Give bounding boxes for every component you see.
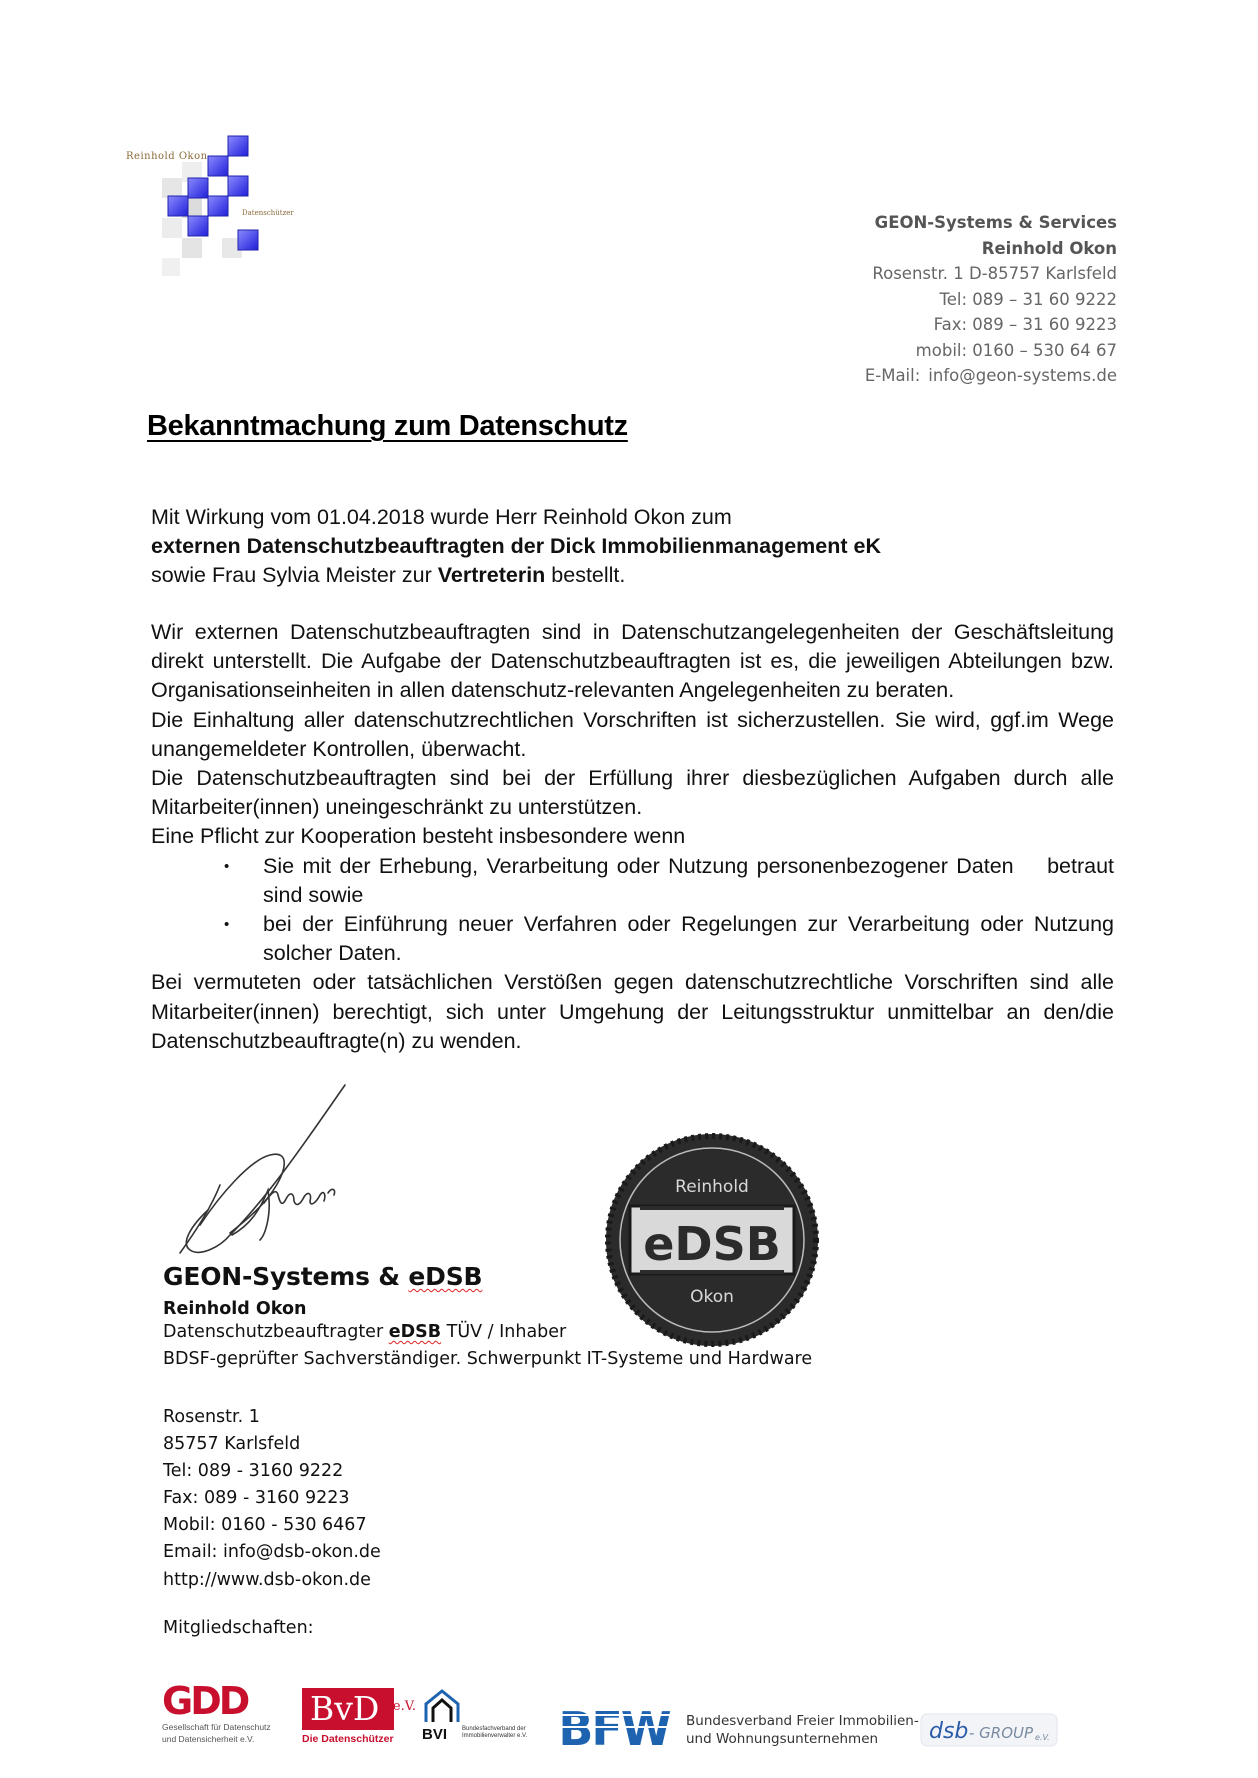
body-paragraph-5: Bei vermuteten oder tatsächlichen Verstößen gegen datenschutzrechtliche Vorschriften sind alle Mitarbeiter(innen) berechtigt, sich unter Umgehung der Leitungsstruktur unmittelbar an den/die Datenschutzbeauftragte(n) zu wenden. — [151, 970, 1114, 1053]
logo-text-name: Reinhold Okon — [126, 151, 208, 162]
bvi-logo — [422, 1688, 542, 1743]
intro-line-3-bold: Vertreterin — [437, 563, 546, 587]
seal-text-bottom: Okon — [690, 1287, 734, 1307]
logo-text-datenschuetzer: Datenschützer — [242, 209, 294, 217]
intro-line-3-post: bestellt. — [545, 563, 626, 587]
bvd-ev: e.V. — [392, 1699, 416, 1714]
contact-email-row — [865, 363, 1117, 389]
sign-role-pre: Datenschutzbeauftragter — [163, 1322, 389, 1342]
bfw-text-line-2: und Wohnungsunternehmen — [686, 1731, 879, 1747]
signature-block — [163, 1262, 812, 1373]
intro-line-2-bold: externen Datenschutzbeauftragten der Dick Immobilienmanagement eK — [151, 534, 881, 558]
cooperation-list — [151, 852, 1120, 969]
memberships-label: Mitgliedschaften: — [163, 1618, 314, 1638]
body-paragraph-1: Wir externen Datenschutzbeauftragten sind in Datenschutzangelegenheiten der Geschäftsleitung direkt unterstellt. Die Aufgabe der Datenschutzbeauftragten ist es, die jeweiligen Abteilungen bzw. Organisationseinheiten in allen datenschutz-relevanten Angelegenheiten zu beraten. — [151, 620, 1114, 703]
sign-expert: BDSF-geprüfter Sachverständiger. Schwerpunkt IT-Systeme und Hardware — [163, 1349, 813, 1369]
seal-text-top: Reinhold — [675, 1177, 749, 1197]
contact-email-label: E-Mail: — [864, 366, 921, 385]
sign-role-edsb: eDSB — [388, 1322, 442, 1342]
seal-text-center: eDSB — [643, 1217, 781, 1271]
body-paragraph-4: Eine Pflicht zur Kooperation besteht insbesondere wenn — [151, 824, 686, 849]
sign-role-post: TÜV / Inhaber — [441, 1322, 567, 1342]
list-item: • Sie mit der Erhebung, Verarbeitung oder Nutzung personenbezogener Daten betraut sind sowie — [151, 852, 1114, 910]
body-paragraph-2: Die Einhaltung aller datenschutzrechtlichen Vorschriften ist sicherzustellen. Sie wird, ggf.im Wege unangemeldeter Kontrollen, überwacht. — [151, 707, 1114, 761]
address-city: 85757 Karlsfeld — [163, 1434, 301, 1455]
bfw-text-line-1: Bundesverband Freier Immobilien- — [686, 1713, 919, 1729]
sign-company — [163, 1262, 812, 1291]
bvi-sub: Bundesfachverband der Immobilienverwalter e.V. — [462, 1726, 528, 1739]
intro-line-3-pre: sowie Frau Sylvia Meister zur — [151, 563, 438, 587]
body-paragraph-3: Die Datenschutzbeauftragten sind bei der Erfüllung ihrer diesbezüglichen Aufgaben durch alle Mitarbeiter(innen) uneingeschränkt zu unterstützen. — [151, 766, 1114, 820]
contact-tel: Tel: 089 – 31 60 9222 — [939, 289, 1117, 309]
address-fax: Fax: 089 - 3160 9223 — [163, 1488, 350, 1509]
contact-fax: Fax: 089 – 31 60 9223 — [933, 315, 1117, 334]
bvi-mark: BVI — [422, 1726, 448, 1743]
bfw-logo — [548, 1705, 680, 1749]
intro-paragraph — [151, 503, 1121, 590]
address-website[interactable]: http://www.dsb-okon.de — [163, 1569, 371, 1590]
gdd-sub-1: Gesellschaft für Datenschutz — [162, 1722, 271, 1732]
gdd-mark: GDD — [162, 1679, 248, 1723]
list-item: • bei der Einführung neuer Verfahren oder Regelungen zur Verarbeitung oder Nutzung solcher Daten. — [151, 910, 1114, 968]
dsb-group: - GROUP — [969, 1724, 1034, 1742]
handwritten-signature — [160, 1075, 380, 1265]
sign-name: Reinhold Okon — [163, 1299, 307, 1319]
dsb-group-logo — [919, 1712, 1059, 1748]
bvd-logo — [302, 1688, 416, 1745]
bvd-sub: Die Datenschützer — [302, 1733, 394, 1745]
body-text — [151, 618, 1120, 1056]
contact-address: Rosenstr. 1 D-85757 Karlsfeld — [872, 264, 1117, 283]
gdd-sub-2: und Datensicherheit e.V. — [162, 1734, 255, 1744]
sign-role — [163, 1319, 812, 1346]
address-block — [163, 1404, 381, 1594]
bvd-mark-box — [302, 1688, 416, 1730]
contact-company: GEON-Systems & Services — [874, 213, 1117, 232]
gdd-logo — [162, 1679, 272, 1744]
company-logo — [120, 130, 320, 280]
contact-email[interactable]: info@geon-systems.de — [928, 366, 1117, 385]
contact-mobile: mobil: 0160 – 530 64 67 — [915, 340, 1117, 360]
dsb-mark: dsb — [929, 1719, 969, 1744]
bfw-mark: BFW — [558, 1705, 670, 1749]
address-tel: Tel: 089 - 3160 9222 — [163, 1461, 344, 1482]
contact-name: Reinhold Okon — [981, 238, 1117, 258]
sign-company-pre: GEON-Systems & — [163, 1262, 409, 1291]
address-street: Rosenstr. 1 — [163, 1407, 260, 1427]
bvd-mark: BvD — [310, 1689, 380, 1728]
intro-line-3 — [151, 561, 1121, 590]
page-title: Bekanntmachung zum Datenschutz — [147, 410, 628, 442]
intro-line-1: Mit Wirkung vom 01.04.2018 wurde Herr Reinhold Okon zum — [151, 505, 732, 529]
sign-company-edsb: eDSB — [408, 1262, 483, 1291]
sender-contact-block — [865, 210, 1117, 389]
address-mobile: Mobil: 0160 - 530 6467 — [163, 1515, 367, 1536]
address-email[interactable]: Email: info@dsb-okon.de — [163, 1542, 381, 1563]
bfw-text — [686, 1712, 919, 1748]
bvi-house-icon — [422, 1688, 462, 1724]
checker-logo-graphic — [120, 130, 320, 280]
dsb-ev: e.V. — [1035, 1733, 1050, 1742]
